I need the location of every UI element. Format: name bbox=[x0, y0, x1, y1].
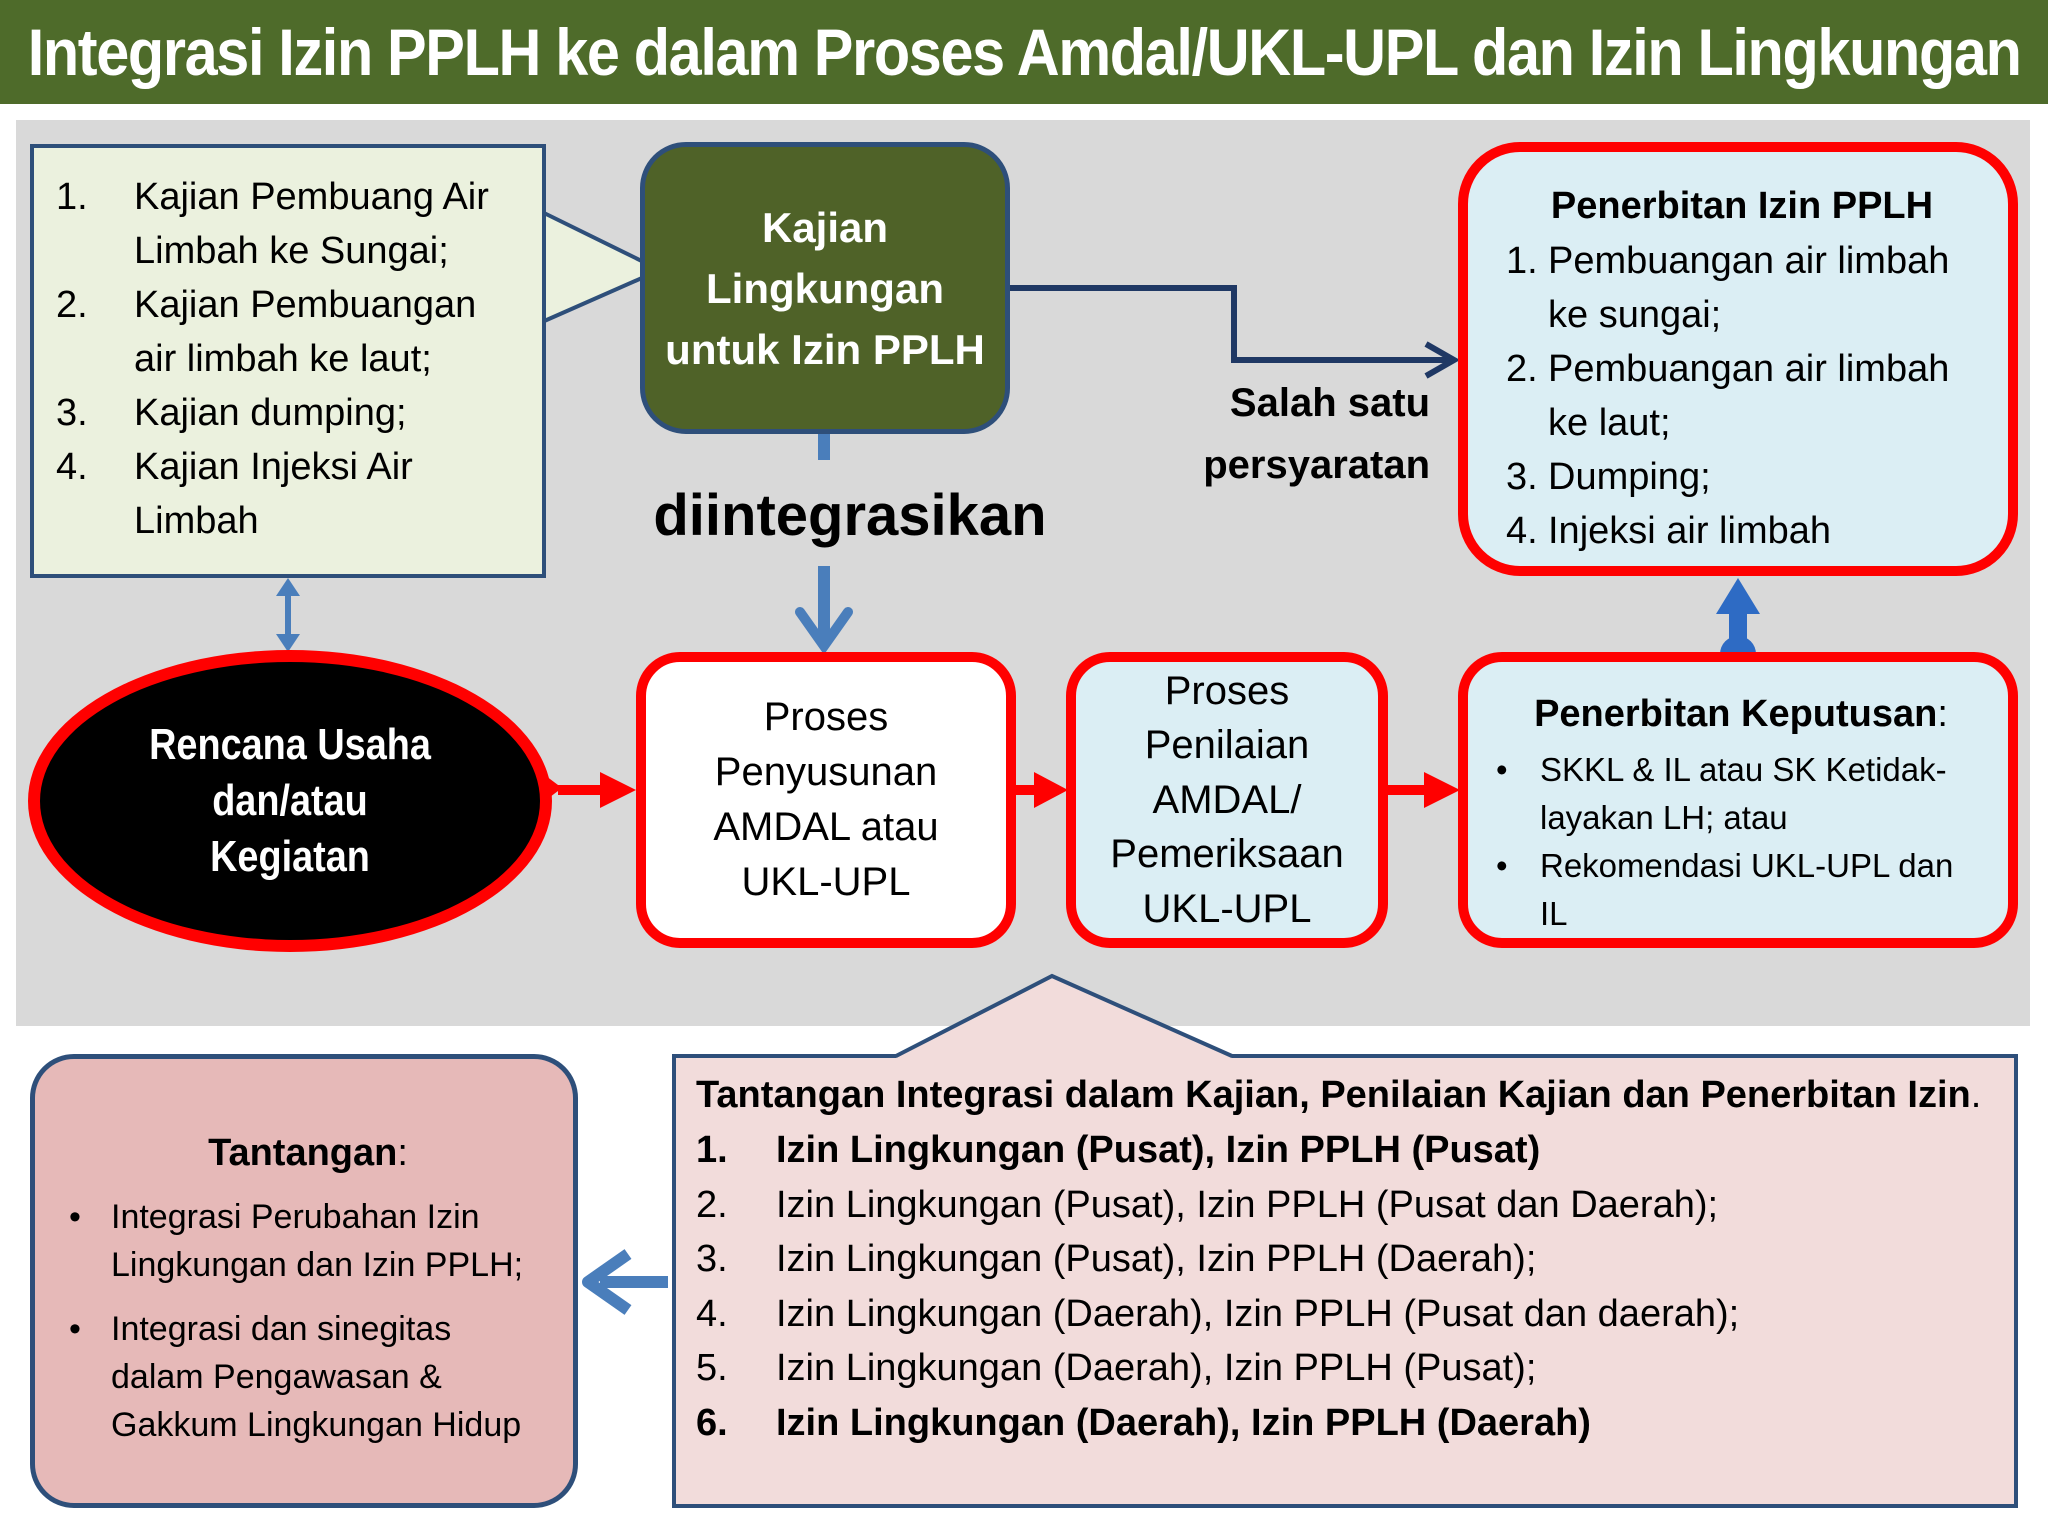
red-arrowhead-1 bbox=[600, 772, 636, 808]
list-text: Izin Lingkungan (Daerah), Izin PPLH (Pusat dan daerah); bbox=[776, 1292, 1740, 1335]
list-number: 4. bbox=[1506, 510, 1538, 552]
keputusan-title-text: Penerbitan Keputusan bbox=[1534, 693, 1938, 735]
kajian-lingkungan-label: Kajian Lingkungan untuk Izin PPLH bbox=[665, 203, 985, 373]
tantangan-list bbox=[69, 1193, 547, 1449]
list-item bbox=[696, 1232, 1994, 1287]
list-number: 3. bbox=[1506, 456, 1538, 498]
list-text: Dumping; bbox=[1548, 456, 1711, 498]
bullet-icon: • bbox=[69, 1198, 81, 1236]
list-text: Pembuangan air limbah ke sungai; bbox=[1548, 240, 1950, 336]
keputusan-title-colon: : bbox=[1937, 693, 1948, 735]
red-arrowhead-3 bbox=[1424, 772, 1460, 808]
list-number: 1. bbox=[1506, 240, 1538, 282]
salah-satu-label: Salah satu persyaratan bbox=[1203, 381, 1430, 487]
list-number: 3. bbox=[696, 1238, 728, 1280]
list-item bbox=[56, 278, 524, 386]
penerbitan-izin-pplh-box bbox=[1458, 142, 2018, 576]
list-item bbox=[696, 1178, 1994, 1233]
list-text: Izin Lingkungan (Daerah), Izin PPLH (Pusat); bbox=[776, 1347, 1537, 1389]
list-number: 2. bbox=[56, 284, 88, 326]
list-text: Integrasi dan sinegitas dalam Pengawasan & Gakkum Lingkungan Hidup bbox=[111, 1310, 522, 1444]
proses-penilaian-label: Proses Penilaian AMDAL/ Pemeriksaan UKL-UPL bbox=[1110, 668, 1344, 931]
page-title: Integrasi Izin PPLH ke dalam Proses Amdal/UKL-UPL dan Izin Lingkungan bbox=[27, 15, 2021, 89]
list-number: 4. bbox=[696, 1292, 728, 1335]
list-number: 6. bbox=[696, 1401, 728, 1444]
list-item bbox=[69, 1193, 547, 1289]
list-item bbox=[1496, 842, 1986, 938]
arrow-kajian-to-izin bbox=[1010, 288, 1450, 360]
rencana-usaha-label: Rencana Usaha dan/atau Kegiatan bbox=[149, 720, 431, 881]
list-text: Kajian Injeksi Air Limbah bbox=[134, 446, 413, 542]
list-text: Injeksi air limbah bbox=[1548, 510, 1831, 552]
list-text: Izin Lingkungan (Pusat), Izin PPLH (Daerah); bbox=[776, 1238, 1537, 1280]
integrasi-list bbox=[696, 1123, 1994, 1450]
list-text: Izin Lingkungan (Daerah), Izin PPLH (Daerah) bbox=[776, 1401, 1591, 1444]
tantangan-box bbox=[30, 1054, 578, 1508]
list-item bbox=[56, 440, 524, 548]
list-item bbox=[1506, 234, 1978, 342]
list-text: Kajian Pembuang Air Limbah ke Sungai; bbox=[134, 176, 489, 272]
list-number: 5. bbox=[696, 1347, 728, 1389]
penerbitan-keputusan-box bbox=[1458, 652, 2018, 948]
diintegrasikan-label: diintegrasikan bbox=[653, 483, 1047, 548]
kajian-lingkungan-box bbox=[640, 142, 1010, 434]
up-arrow-head bbox=[1716, 578, 1760, 614]
keputusan-list bbox=[1496, 746, 1986, 938]
list-number: 1. bbox=[696, 1129, 728, 1171]
kajian-list bbox=[56, 170, 524, 548]
list-item bbox=[56, 170, 524, 278]
proses-penyusunan-label: Proses Penyusunan AMDAL atau UKL-UPL bbox=[713, 695, 939, 904]
tantangan-integrasi-box bbox=[672, 1054, 2018, 1508]
tantangan-title bbox=[69, 1125, 547, 1181]
list-item bbox=[696, 1396, 1994, 1451]
list-text: Integrasi Perubahan Izin Lingkungan dan Izin PPLH; bbox=[111, 1198, 524, 1284]
bullet-icon: • bbox=[69, 1310, 81, 1348]
list-number: 4. bbox=[56, 446, 88, 488]
list-text: SKKL & IL atau SK Ketidak-layakan LH; atau bbox=[1540, 751, 1947, 836]
list-item bbox=[1506, 342, 1978, 450]
list-number: 2. bbox=[696, 1183, 728, 1226]
tantangan-title-colon: : bbox=[397, 1132, 408, 1174]
list-item bbox=[69, 1305, 547, 1449]
red-arrowhead-2 bbox=[1034, 772, 1068, 808]
list-text: Rekomendasi UKL-UPL dan IL bbox=[1540, 847, 1954, 932]
list-item bbox=[696, 1287, 1994, 1342]
list-number: 1. bbox=[56, 176, 88, 218]
kajian-list-callout bbox=[30, 144, 546, 578]
bullet-icon: • bbox=[1496, 751, 1508, 788]
list-item bbox=[1506, 504, 1978, 558]
list-item bbox=[1506, 450, 1978, 504]
penerbitan-keputusan-title bbox=[1496, 686, 1986, 742]
list-number: 3. bbox=[56, 392, 88, 434]
rencana-usaha-ellipse bbox=[28, 650, 552, 952]
list-text: Pembuangan air limbah ke laut; bbox=[1548, 348, 1950, 444]
list-text: Kajian dumping; bbox=[134, 392, 407, 434]
list-text: Izin Lingkungan (Pusat), Izin PPLH (Pusat dan Daerah); bbox=[776, 1183, 1719, 1226]
list-item bbox=[696, 1341, 1994, 1396]
proses-penilaian-box bbox=[1066, 652, 1388, 948]
integrasi-intro bbox=[696, 1068, 1994, 1123]
list-number: 2. bbox=[1506, 348, 1538, 390]
penerbitan-izin-title: Penerbitan Izin PPLH bbox=[1550, 185, 1934, 227]
integrasi-intro-period: . bbox=[1970, 1074, 1982, 1116]
tantangan-title-text: Tantangan bbox=[208, 1132, 398, 1174]
list-item bbox=[1496, 746, 1986, 842]
list-text: Kajian Pembuangan air limbah ke laut; bbox=[134, 284, 477, 380]
bullet-icon: • bbox=[1496, 847, 1508, 884]
penerbitan-izin-list bbox=[1506, 234, 1978, 558]
list-text: Izin Lingkungan (Pusat), Izin PPLH (Pusat) bbox=[776, 1129, 1541, 1171]
integrasi-intro-text: Tantangan Integrasi dalam Kajian, Penilaian Kajian dan Penerbitan Izin bbox=[696, 1074, 1971, 1116]
list-item bbox=[696, 1123, 1994, 1178]
proses-penyusunan-box bbox=[636, 652, 1016, 948]
double-arrow-head-up bbox=[276, 578, 300, 596]
list-item bbox=[56, 386, 524, 440]
